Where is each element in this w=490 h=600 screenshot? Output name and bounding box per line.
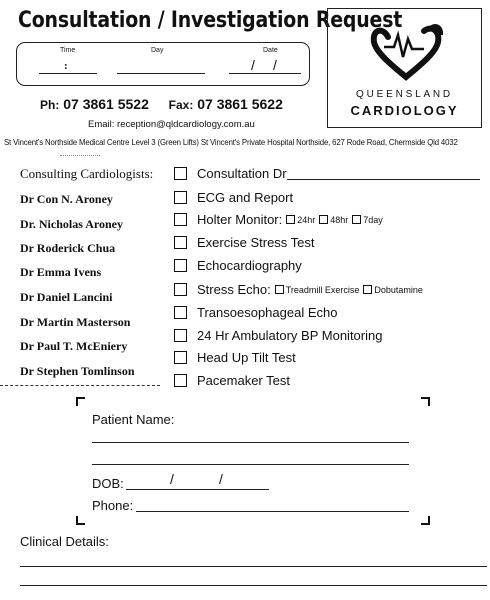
patient-name-field[interactable] — [92, 442, 409, 443]
cardiologist-name: Dr Daniel Lancini — [20, 290, 113, 304]
stress-echo-checkbox[interactable] — [174, 283, 187, 296]
holter-48hr-checkbox[interactable] — [319, 215, 328, 224]
clinical-details-label: Clinical Details: — [20, 534, 109, 549]
corner-mark — [421, 397, 430, 406]
date-time-box — [16, 42, 310, 86]
dobutamine-label: Dobutamine — [374, 284, 423, 295]
day-field[interactable] — [117, 73, 205, 74]
corner-mark — [76, 516, 85, 525]
date-label: Date — [263, 47, 278, 54]
service-ecg — [174, 190, 293, 205]
tilt-label: Head Up Tilt Test — [197, 350, 296, 365]
address-line: St Vincent's Northside Medical Centre Level 3 (Green Lifts) St Vincent's Private Hospital Northside, 627 Rode Road, Chermside Qld 4032 — [4, 138, 458, 147]
abpm-checkbox[interactable] — [174, 329, 187, 342]
treadmill-label: Treadmill Exercise — [285, 284, 360, 295]
date-slash: / — [251, 57, 255, 73]
dashed-divider — [0, 385, 160, 386]
consultation-label: Consultation Dr — [197, 166, 287, 181]
service-toe — [174, 305, 337, 320]
fax-number: 07 3861 5622 — [197, 96, 283, 112]
dob-slash: / — [170, 471, 174, 487]
dob-slash: / — [219, 471, 223, 487]
patient-name-label: Patient Name: — [92, 412, 175, 427]
abpm-label: 24 Hr Ambulatory BP Monitoring — [197, 328, 383, 343]
service-tilt — [174, 350, 296, 365]
service-stress-test — [174, 235, 315, 250]
dob-label: DOB: — [92, 476, 124, 491]
phone-number: 07 3861 5522 — [63, 96, 149, 112]
cardiologist-name: Dr Stephen Tomlinson — [20, 364, 135, 378]
tilt-checkbox[interactable] — [174, 351, 187, 364]
echo-checkbox[interactable] — [174, 259, 187, 272]
logo-line1: QUEENSLAND — [356, 89, 453, 100]
cardiologist-name: Dr Roderick Chua — [20, 241, 116, 255]
phone-label: Ph: — [40, 98, 60, 112]
dobutamine-checkbox[interactable] — [363, 285, 372, 294]
toe-label: Transoesophageal Echo — [197, 305, 338, 320]
ecg-label: ECG and Report — [197, 190, 294, 205]
fax-label: Fax: — [168, 98, 194, 112]
cardiologist-name: Dr Paul T. McEniery — [20, 339, 128, 353]
echo-label: Echocardiography — [197, 258, 302, 273]
toe-checkbox[interactable] — [174, 306, 187, 319]
time-colon: : — [64, 60, 68, 72]
consultation-checkbox[interactable] — [174, 167, 187, 180]
patient-name-field-line2[interactable] — [92, 464, 409, 465]
cardiologist-name: Dr Emma Ivens — [20, 265, 102, 279]
date-slash: / — [273, 57, 277, 73]
day-label: Day — [151, 47, 164, 54]
holter-24hr-label: 24hr — [297, 214, 316, 225]
heart-ecg-logo-icon — [328, 9, 481, 89]
service-abpm — [174, 328, 382, 343]
holter-48hr-label: 48hr — [330, 214, 349, 225]
clinical-details-field[interactable] — [20, 566, 487, 567]
corner-mark — [76, 397, 85, 406]
cardiologist-name: Dr Martin Masterson — [20, 315, 131, 329]
dob-field[interactable] — [126, 489, 269, 490]
treadmill-checkbox[interactable] — [275, 285, 284, 294]
ecg-checkbox[interactable] — [174, 191, 187, 204]
pacemaker-label: Pacemaker Test — [197, 373, 290, 388]
queensland-cardiology-logo — [327, 8, 482, 128]
corner-mark — [421, 516, 430, 525]
divider — [60, 155, 100, 156]
date-field[interactable] — [229, 73, 301, 74]
consultation-dr-field[interactable] — [287, 179, 480, 180]
cardiologist-name: Dr Con N. Aroney — [20, 192, 113, 206]
holter-7day-checkbox[interactable] — [352, 215, 361, 224]
logo-line2: CARDIOLOGY — [350, 103, 459, 118]
email-line: Email: reception@qldcardiology.com.au — [88, 119, 255, 130]
service-echo — [174, 258, 302, 273]
phone-field-label: Phone: — [92, 498, 134, 513]
holter-7day-label: 7day — [363, 214, 383, 225]
time-label: Time — [60, 47, 76, 54]
stress-echo-label: Stress Echo: — [197, 282, 271, 297]
service-consultation — [174, 166, 287, 181]
cardiologists-heading: Consulting Cardiologists: — [20, 166, 154, 181]
clinical-details-field-line2[interactable] — [20, 585, 487, 586]
service-pacemaker — [174, 373, 290, 388]
holter-label: Holter Monitor: — [197, 212, 283, 227]
service-holter — [174, 212, 383, 227]
holter-checkbox[interactable] — [174, 213, 187, 226]
stress-test-label: Exercise Stress Test — [197, 235, 315, 250]
cardiologist-name: Dr. Nicholas Aroney — [20, 217, 124, 231]
pacemaker-checkbox[interactable] — [174, 374, 187, 387]
holter-24hr-checkbox[interactable] — [286, 215, 295, 224]
form-title: Consultation / Investigation Request — [18, 8, 403, 33]
patient-phone-field[interactable] — [136, 511, 409, 512]
service-stress-echo — [174, 282, 423, 297]
phone-fax-line — [40, 96, 283, 112]
time-field[interactable] — [39, 73, 97, 74]
stress-test-checkbox[interactable] — [174, 236, 187, 249]
